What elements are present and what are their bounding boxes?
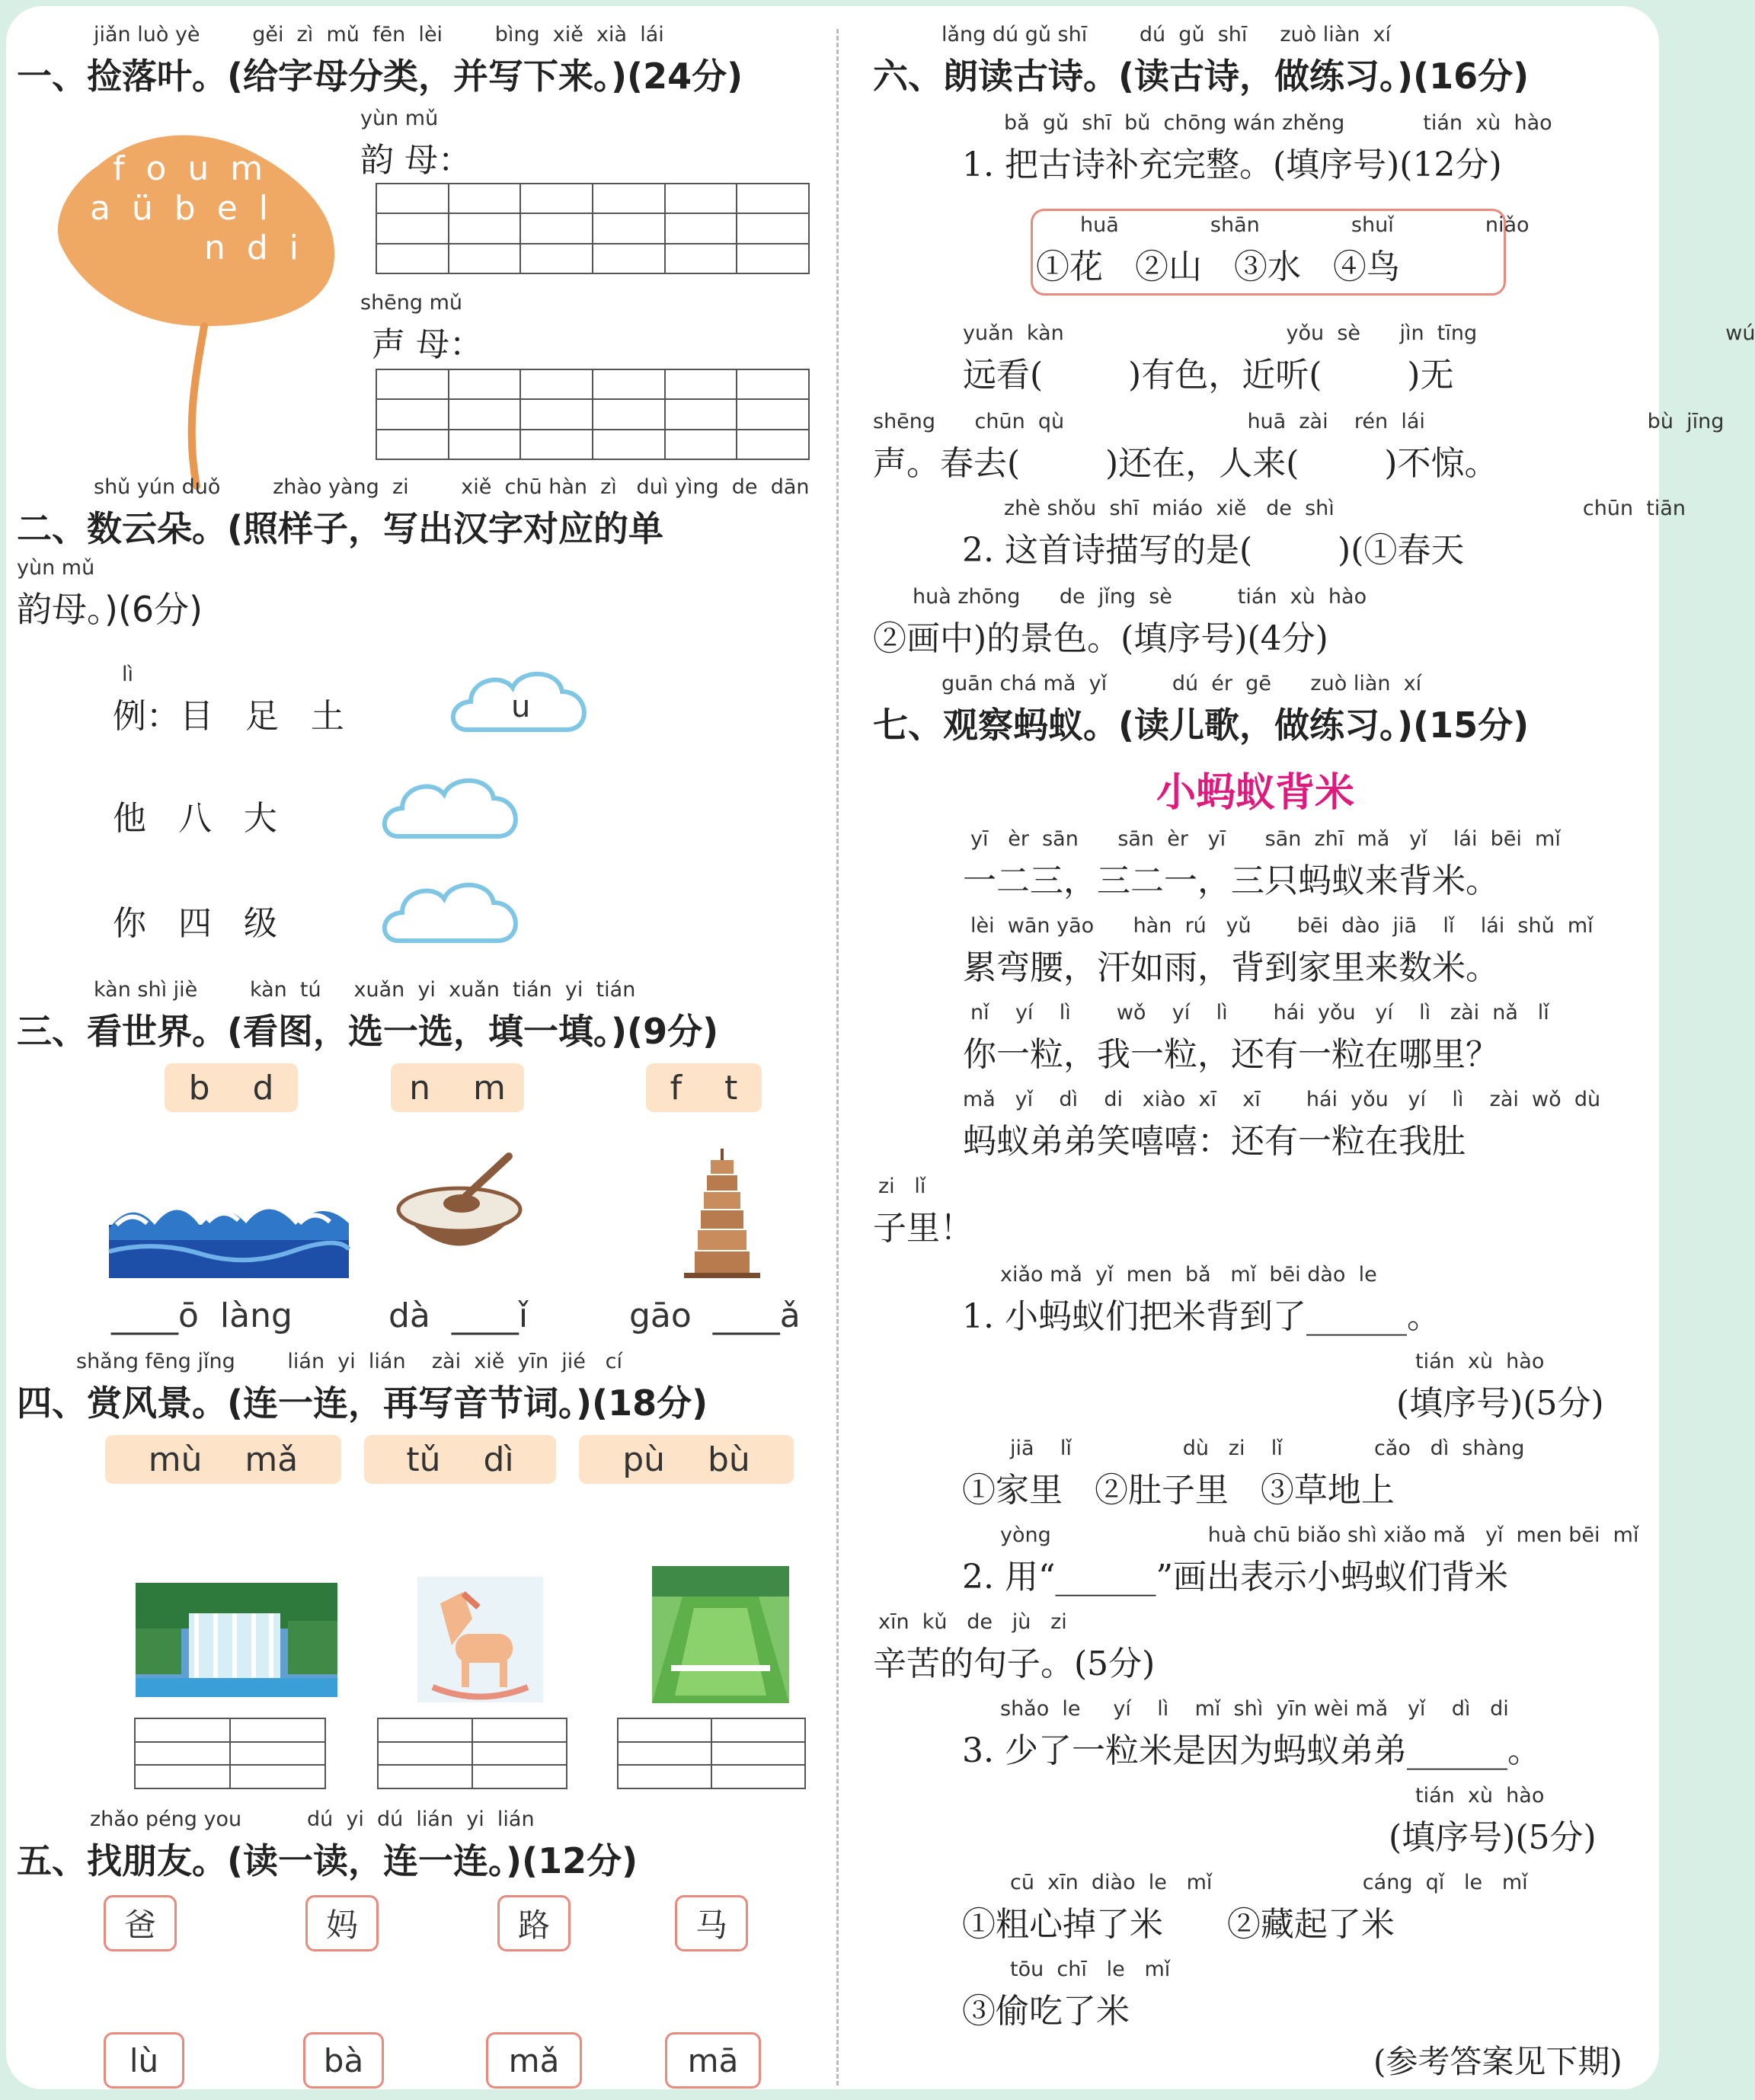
leaf-letters-row2: a ü b e l <box>90 189 268 228</box>
char-box-ba[interactable]: 爸 <box>104 1895 177 1951</box>
rocking-horse-picture <box>417 1577 543 1702</box>
char-box-ma-mother[interactable]: 妈 <box>305 1895 379 1951</box>
s7-q3b: (填序号)(5分) <box>1389 1818 1597 1857</box>
pagoda-picture <box>676 1149 768 1278</box>
yunmu-pinyin: yùn mǔ <box>360 107 439 130</box>
choice-chip-nm[interactable]: n m <box>391 1063 524 1112</box>
pinyin-box-ma3[interactable]: mǎ <box>486 2032 582 2089</box>
poem-line2[interactable]: 声。春去( )还在，人来( )不惊。 <box>873 444 1498 483</box>
s7-title: 七、观察蚂蚁。(读儿歌，做练习。)(15分) <box>873 705 1530 746</box>
blank-wave[interactable]: ____ō làng <box>111 1296 292 1335</box>
s7-q1-pinyin: xiǎo mǎ yǐ men bǎ mǐ bēi dào le <box>1000 1263 1377 1287</box>
verse1-pinyin: yī èr sān sān èr yī sān zhī mǎ yǐ lái bēi mǐ <box>970 827 1561 851</box>
s2-pinyin: shǔ yún duǒ zhào yàng zi xiě chū hàn zì duì yìng de dān <box>94 475 810 499</box>
shengmu-writing-grid[interactable] <box>376 369 810 460</box>
poem-line2-pinyin: shēng chūn qù huā zài rén lái bù jīng <box>873 410 1725 433</box>
write-grid-horse[interactable] <box>377 1718 567 1789</box>
s2-title: 二、数云朵。(照样子，写出汉字对应的单 <box>17 508 664 549</box>
example-answer: u <box>511 689 531 724</box>
s7-q3b-pinyin: tián xù hào <box>1415 1784 1545 1808</box>
s6-q1-pinyin: bǎ gǔ shī bǔ chōng wán zhěng tián xù hào <box>1004 111 1552 135</box>
poem-title: 小蚂蚁背米 <box>1156 770 1355 816</box>
footer-note: (参考答案见下期) <box>1373 2043 1622 2080</box>
blank-pagoda[interactable]: gāo ____ǎ <box>629 1296 801 1335</box>
pinyin-box-ma1[interactable]: mā <box>665 2032 761 2089</box>
choice-chip-bd[interactable]: b d <box>165 1063 298 1112</box>
yunmu-label: 韵 母： <box>360 141 472 180</box>
worksheet-page <box>6 6 1755 2089</box>
column-divider <box>836 29 839 2086</box>
s7-q1-options: ①家里 ②肚子里 ③草地上 <box>962 1471 1395 1510</box>
s6-title: 六、朗读古诗。(读古诗，做练习。)(16分) <box>873 56 1530 97</box>
s7-q2[interactable]: 2. 用“______”画出表示小蚂蚁们背米 <box>962 1558 1508 1597</box>
rice-bowl-picture <box>395 1149 524 1278</box>
s1-pinyin: jiǎn luò yè gěi zì mǔ fēn lèi bìng xiě xià lái <box>94 23 664 46</box>
s2-title2: 韵母。)(6分) <box>17 589 203 630</box>
verse2-pinyin: lèi wān yāo hàn rú yǔ bēi dào jiā lǐ lái shǔ mǐ <box>970 914 1594 938</box>
verse1: 一二三，三二一，三只蚂蚁来背米。 <box>963 861 1499 900</box>
s7-q3-pinyin: shǎo le yí lì mǐ shì yīn wèi mǎ yǐ dì di <box>1000 1697 1509 1721</box>
s7-q3-options2: ③偷吃了米 <box>962 1992 1130 2031</box>
pinyin-box-ba[interactable]: bà <box>303 2032 384 2089</box>
s6-q2-pinyin: zhè shǒu shī miáo xiě de shì chūn tiān <box>1004 497 1686 520</box>
cloud-answer-2[interactable] <box>376 764 528 855</box>
verse5-pinyin: zi lǐ <box>878 1175 926 1198</box>
options-list: ①花 ②山 ③水 ④鸟 <box>1036 248 1400 286</box>
shengmu-pinyin: shēng mǔ <box>360 291 463 315</box>
word-chip-mumu[interactable]: mù mǎ <box>105 1435 341 1484</box>
s7-q2b: 辛苦的句子。(5分) <box>873 1645 1156 1683</box>
s4-title: 四、赏风景。(连一连，再写音节词。)(18分) <box>17 1382 708 1424</box>
s7-q1b: (填序号)(5分) <box>1396 1384 1604 1423</box>
s3-title: 三、看世界。(看图，选一选，填一填。)(9分) <box>17 1011 719 1052</box>
char-box-ma-horse[interactable]: 马 <box>675 1895 748 1951</box>
blank-rice[interactable]: dà ____ǐ <box>388 1296 529 1335</box>
s3-pinyin: kàn shì jiè kàn tú xuǎn yi xuǎn tián yi tián <box>94 978 636 1002</box>
verse4-pinyin: mǎ yǐ dì di xiào xī xī hái yǒu yí lì zài wǒ dù <box>963 1088 1601 1111</box>
field-picture <box>652 1566 789 1703</box>
s5-pinyin: zhǎo péng you dú yi dú lián yi lián <box>90 1808 535 1831</box>
verse2: 累弯腰，汗如雨，背到家里来数米。 <box>963 948 1499 987</box>
s6-q1: 1. 把古诗补充完整。(填序号)(12分) <box>962 145 1502 184</box>
example-pinyin: lì <box>122 663 134 686</box>
cloud-answer-3[interactable] <box>376 868 528 960</box>
waterfall-picture <box>136 1583 337 1697</box>
leaf-letters-row3: n d i <box>204 229 299 267</box>
s7-q2b-pinyin: xīn kǔ de jù zi <box>878 1610 1067 1634</box>
example-row: 例：目 足 土 <box>113 697 344 736</box>
yunmu-writing-grid[interactable] <box>376 183 810 274</box>
choice-chip-ft[interactable]: f t <box>646 1063 762 1112</box>
poem-line1-pinyin: yuǎn kàn yǒu sè jìn tīng wú <box>963 321 1755 345</box>
leaf-letters-row1: f o u m <box>113 149 264 188</box>
char-box-lu[interactable]: 路 <box>497 1895 571 1951</box>
s7-q3-options1: ①粗心掉了米 ②藏起了米 <box>962 1905 1395 1944</box>
shengmu-label: 声 母： <box>372 325 483 364</box>
s7-q1[interactable]: 1. 小蚂蚁们把米背到了______。 <box>962 1297 1440 1336</box>
s4-pinyin: shǎng fēng jǐng lián yi lián zài xiě yīn jié cí <box>76 1350 622 1373</box>
s7-q3-options1-pinyin: cū xīn diào le mǐ cáng qǐ le mǐ <box>1010 1871 1528 1894</box>
s5-title: 五、找朋友。(读一读，连一连。)(12分) <box>17 1840 638 1881</box>
s7-q2-pinyin: yòng huà chū biǎo shì xiǎo mǎ yǐ men bēi mǐ <box>1000 1523 1639 1547</box>
s7-q1b-pinyin: tián xù hào <box>1415 1350 1545 1373</box>
poem-line1[interactable]: 远看( )有色，近听( )无 <box>963 356 1454 395</box>
s7-q3-options2-pinyin: tōu chī le mǐ <box>1010 1958 1171 1981</box>
s7-pinyin: guān chá mǎ yǐ dú ér gē zuò liàn xí <box>941 672 1422 695</box>
write-grid-field[interactable] <box>617 1718 806 1789</box>
s7-q3[interactable]: 3. 少了一粒米是因为蚂蚁弟弟______。 <box>962 1731 1541 1770</box>
wave-picture <box>109 1194 349 1278</box>
verse4: 蚂蚁弟弟笑嘻嘻：还有一粒在我肚 <box>963 1122 1466 1161</box>
cloud-row-2: 他 八 大 <box>113 799 277 838</box>
options-pinyin: huā shān shuǐ niǎo <box>1080 213 1530 237</box>
verse5: 子里！ <box>873 1209 973 1248</box>
s7-q1-options-pinyin: jiā lǐ dù zi lǐ cǎo dì shàng <box>1010 1437 1525 1460</box>
pinyin-box-lu[interactable]: lù <box>104 2032 184 2089</box>
s1-title: 一、捡落叶。(给字母分类，并写下来。)(24分) <box>17 56 743 97</box>
s6-q2[interactable]: 2. 这首诗描写的是( )(①春天 <box>962 531 1465 570</box>
verse3: 你一粒，我一粒，还有一粒在哪里？ <box>963 1035 1499 1074</box>
cloud-row-3: 你 四 级 <box>113 904 277 943</box>
write-grid-waterfall[interactable] <box>134 1718 326 1789</box>
s6-q2b: ②画中)的景色。(填序号)(4分) <box>873 619 1328 658</box>
s6-q2b-pinyin: huà zhōng de jǐng sè tián xù hào <box>913 585 1367 609</box>
s6-pinyin: lǎng dú gǔ shī dú gǔ shī zuò liàn xí <box>941 23 1392 46</box>
verse3-pinyin: nǐ yí lì wǒ yí lì hái yǒu yí lì zài nǎ lǐ <box>970 1001 1549 1024</box>
word-chip-tudi[interactable]: tǔ dì <box>364 1435 556 1484</box>
s2-pinyin2: yùn mǔ <box>17 556 95 580</box>
word-chip-pubu[interactable]: pù bù <box>579 1435 794 1484</box>
